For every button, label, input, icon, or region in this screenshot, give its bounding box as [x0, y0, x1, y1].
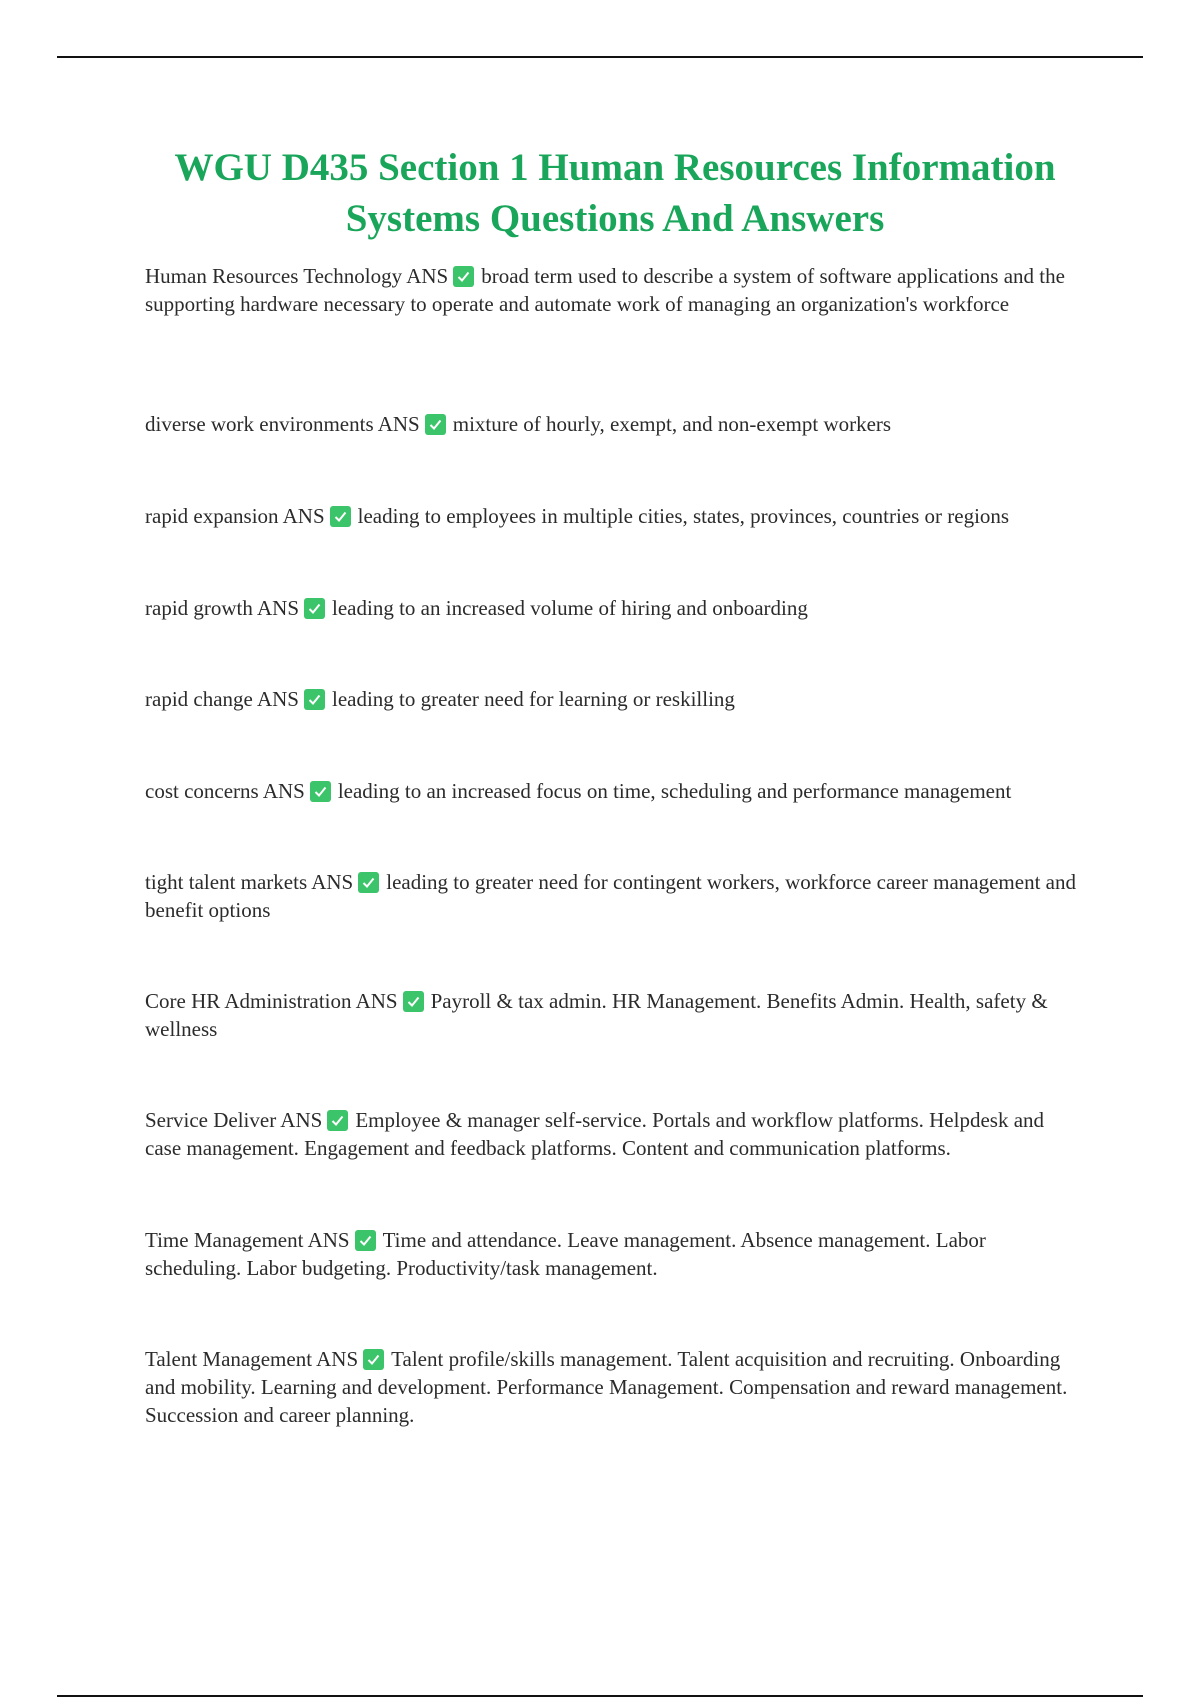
qa-term: Talent Management [145, 1347, 313, 1371]
qa-item [145, 1345, 1085, 1429]
qa-item [145, 1106, 1085, 1162]
qa-term: rapid change [145, 687, 253, 711]
document-title: WGU D435 Section 1 Human Resources Information Systems Questions And Answers [174, 146, 1056, 240]
qa-answer: Payroll & tax admin. HR Management. Benefits Admin. Health, safety & wellness [145, 989, 1048, 1041]
qa-answer: leading to an increased focus on time, scheduling and performance management [337, 779, 1012, 803]
ans-label: ANS [262, 779, 305, 803]
qa-answer: leading to greater need for contingent workers, workforce career management and benefit options [145, 870, 1076, 922]
qa-term: rapid growth [145, 596, 253, 620]
ans-label: ANS [307, 1228, 350, 1252]
qa-item [145, 262, 1085, 318]
qa-answer: broad term used to describe a system of software applications and the supporting hardware necessary to operate and automate work of managing an organization's workforce [145, 264, 1065, 316]
qa-item [145, 987, 1085, 1043]
qa-term: rapid expansion [145, 504, 279, 528]
qa-term: Time Management [145, 1228, 304, 1252]
qa-answer: Time and attendance. Leave management. Absence management. Labor scheduling. Labor budgeting. Productivity/task management. [145, 1228, 986, 1280]
qa-term: tight talent markets [145, 870, 308, 894]
ans-label: ANS [311, 870, 354, 894]
qa-item [145, 410, 1085, 438]
ans-label: ANS [280, 1108, 323, 1132]
checkmark-icon [363, 1349, 384, 1370]
qa-item [145, 777, 1085, 805]
checkmark-icon [425, 414, 446, 435]
qa-term: cost concerns [145, 779, 259, 803]
checkmark-icon [304, 598, 325, 619]
ans-label: ANS [256, 687, 299, 711]
qa-answer: Employee & manager self-service. Portals and workflow platforms. Helpdesk and case management. Engagement and feedback platforms. Content and communication platforms. [145, 1108, 1045, 1160]
qa-item [145, 868, 1085, 924]
checkmark-icon [358, 872, 379, 893]
ans-label: ANS [316, 1347, 359, 1371]
qa-term: Human Resources Technology [145, 264, 403, 288]
bottom-rule [57, 1695, 1143, 1697]
qa-item [145, 1226, 1085, 1282]
checkmark-icon [327, 1110, 348, 1131]
qa-item [145, 594, 1085, 622]
qa-item [145, 685, 1085, 713]
checkmark-icon [453, 266, 474, 287]
checkmark-icon [304, 689, 325, 710]
qa-answer: leading to an increased volume of hiring and onboarding [332, 596, 808, 620]
top-rule [57, 56, 1143, 58]
qa-answer: mixture of hourly, exempt, and non-exempt workers [452, 412, 892, 436]
checkmark-icon [330, 506, 351, 527]
qa-term: diverse work environments [145, 412, 374, 436]
ans-label: ANS [257, 596, 300, 620]
checkmark-icon [310, 781, 331, 802]
ans-label: ANS [355, 989, 398, 1013]
checkmark-icon [355, 1230, 376, 1251]
qa-item [145, 502, 1085, 530]
ans-label: ANS [377, 412, 420, 436]
ans-label: ANS [406, 264, 449, 288]
checkmark-icon [403, 991, 424, 1012]
qa-term: Service Deliver [145, 1108, 277, 1132]
ans-label: ANS [282, 504, 325, 528]
qa-answer: leading to greater need for learning or reskilling [331, 687, 735, 711]
qa-answer: Talent profile/skills management. Talent acquisition and recruiting. Onboarding and mobility. Learning and development. Performance Management. Compensation and reward management. Succession and career planning. [145, 1347, 1068, 1427]
qa-term: Core HR Administration [145, 989, 352, 1013]
qa-answer: leading to employees in multiple cities, states, provinces, countries or regions [357, 504, 1010, 528]
